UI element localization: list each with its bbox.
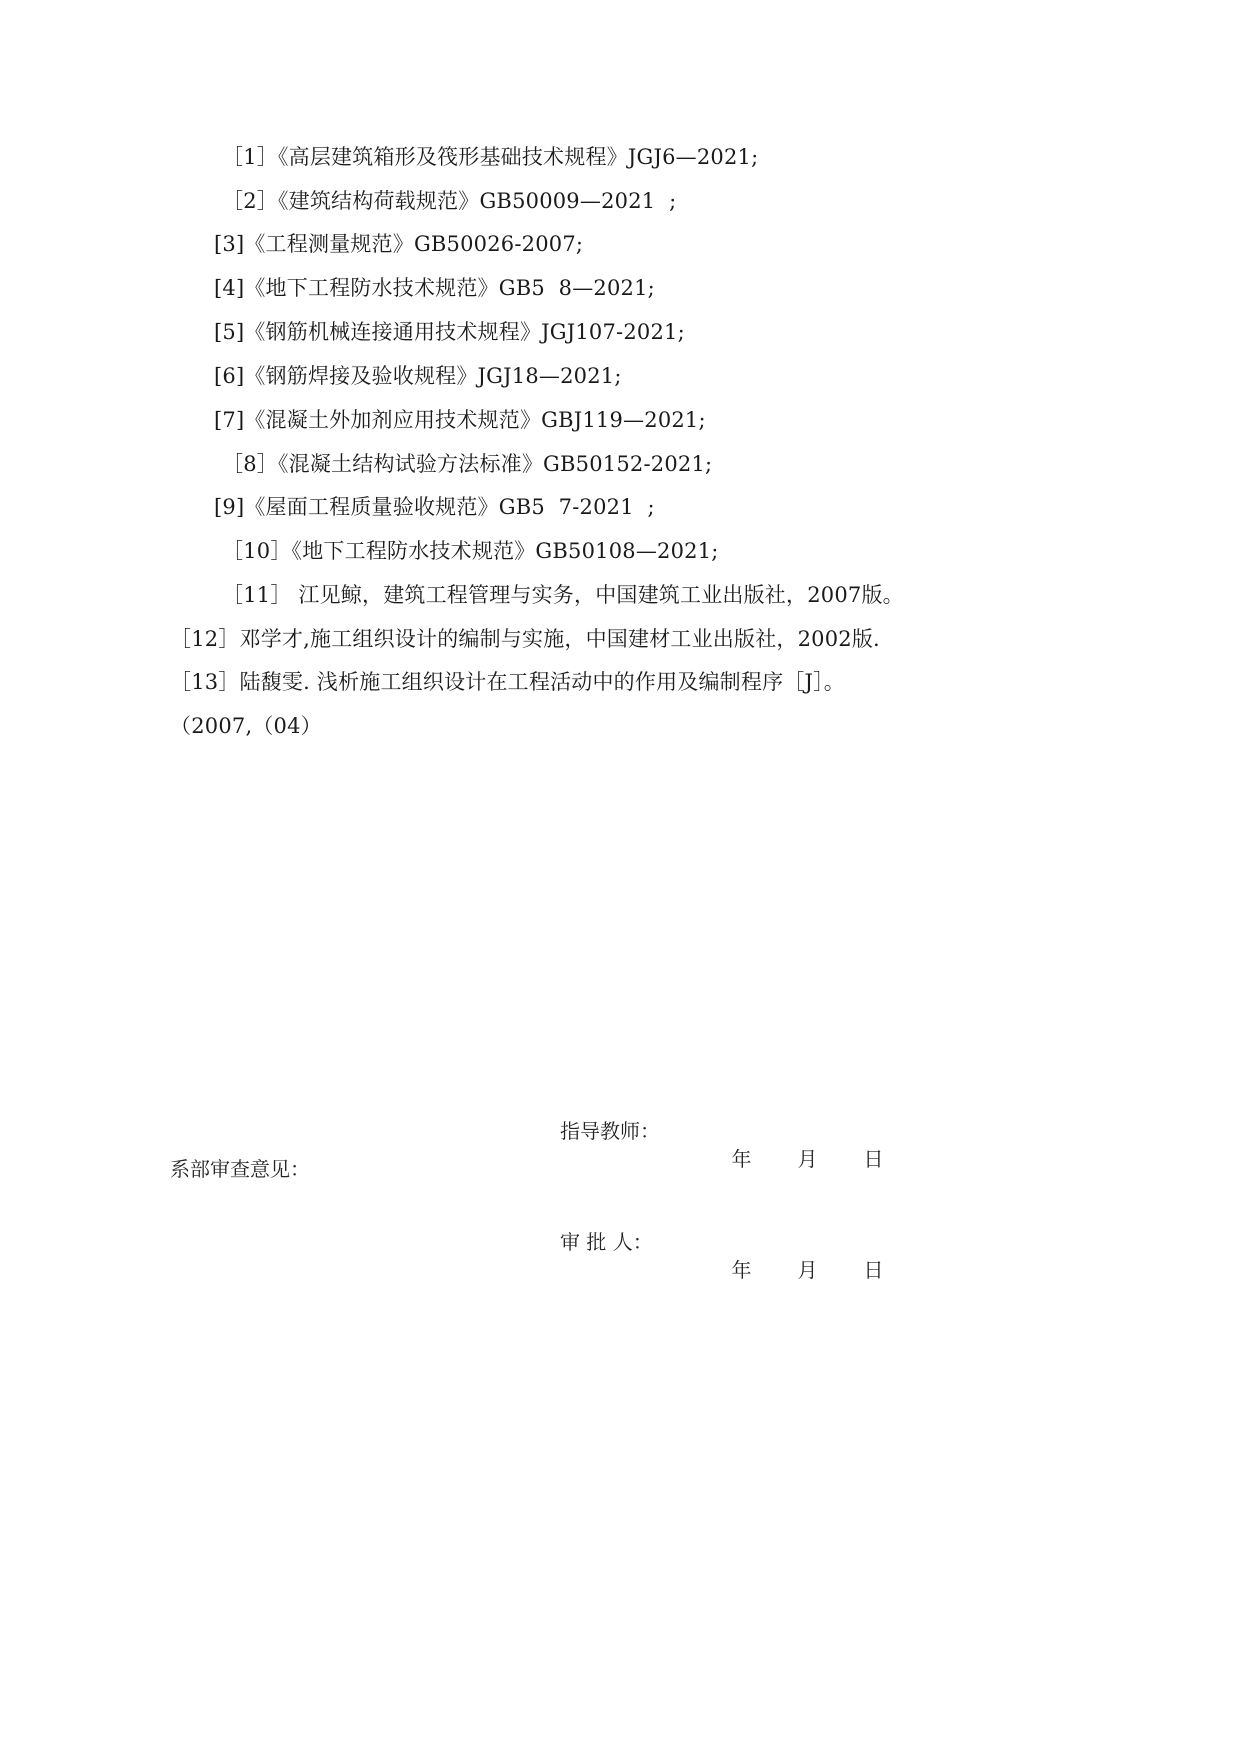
- day-label: 日: [863, 1258, 884, 1282]
- approver-label: 审 批 人：: [560, 1230, 653, 1254]
- advisor-date: [706, 1117, 929, 1201]
- year-label: 年: [731, 1258, 752, 1282]
- reference-item: [3]《工程测量规范》GB50026-2007;: [214, 232, 584, 256]
- reference-item: [7]《混凝土外加剂应用技术规范》GBJ119—2021;: [214, 408, 706, 432]
- approver-date: [706, 1228, 929, 1312]
- reference-item: ［10］《地下工程防水技术规范》GB50108—2021;: [222, 539, 719, 563]
- advisor-label: 指导教师：: [560, 1119, 660, 1143]
- month-label: 月: [797, 1258, 818, 1282]
- reference-item: [5]《钢筋机械连接通用技术规程》JGJ107-2021;: [214, 320, 685, 344]
- reference-item: ［1］《高层建筑箱形及筏形基础技术规程》JGJ6—2021;: [222, 145, 759, 169]
- reference-item: ［11］ 江见鲸，建筑工程管理与实务，中国建筑工业出版社，2007版。: [222, 583, 904, 607]
- reference-item: [4]《地下工程防水技术规范》GB5 8—2021;: [214, 276, 655, 300]
- reference-item: ［13］陆馥雯. 浅析施工组织设计在工程活动中的作用及编制程序［J］。: [170, 670, 845, 694]
- reference-item: （2007,（04）: [170, 714, 322, 738]
- day-label: 日: [863, 1147, 884, 1171]
- department-review-label: 系部审查意见：: [170, 1157, 310, 1181]
- reference-item: ［12］邓学才,施工组织设计的编制与实施，中国建材工业出版社，2002版.: [170, 627, 880, 651]
- reference-item: [9]《屋面工程质量验收规范》GB5 7-2021 ;: [214, 495, 655, 519]
- reference-item: [6]《钢筋焊接及验收规程》JGJ18—2021;: [214, 364, 622, 388]
- reference-item: ［2］《建筑结构荷载规范》GB50009—2021 ;: [222, 189, 677, 213]
- month-label: 月: [797, 1147, 818, 1171]
- year-label: 年: [731, 1147, 752, 1171]
- reference-item: ［8］《混凝土结构试验方法标准》GB50152-2021;: [222, 452, 713, 476]
